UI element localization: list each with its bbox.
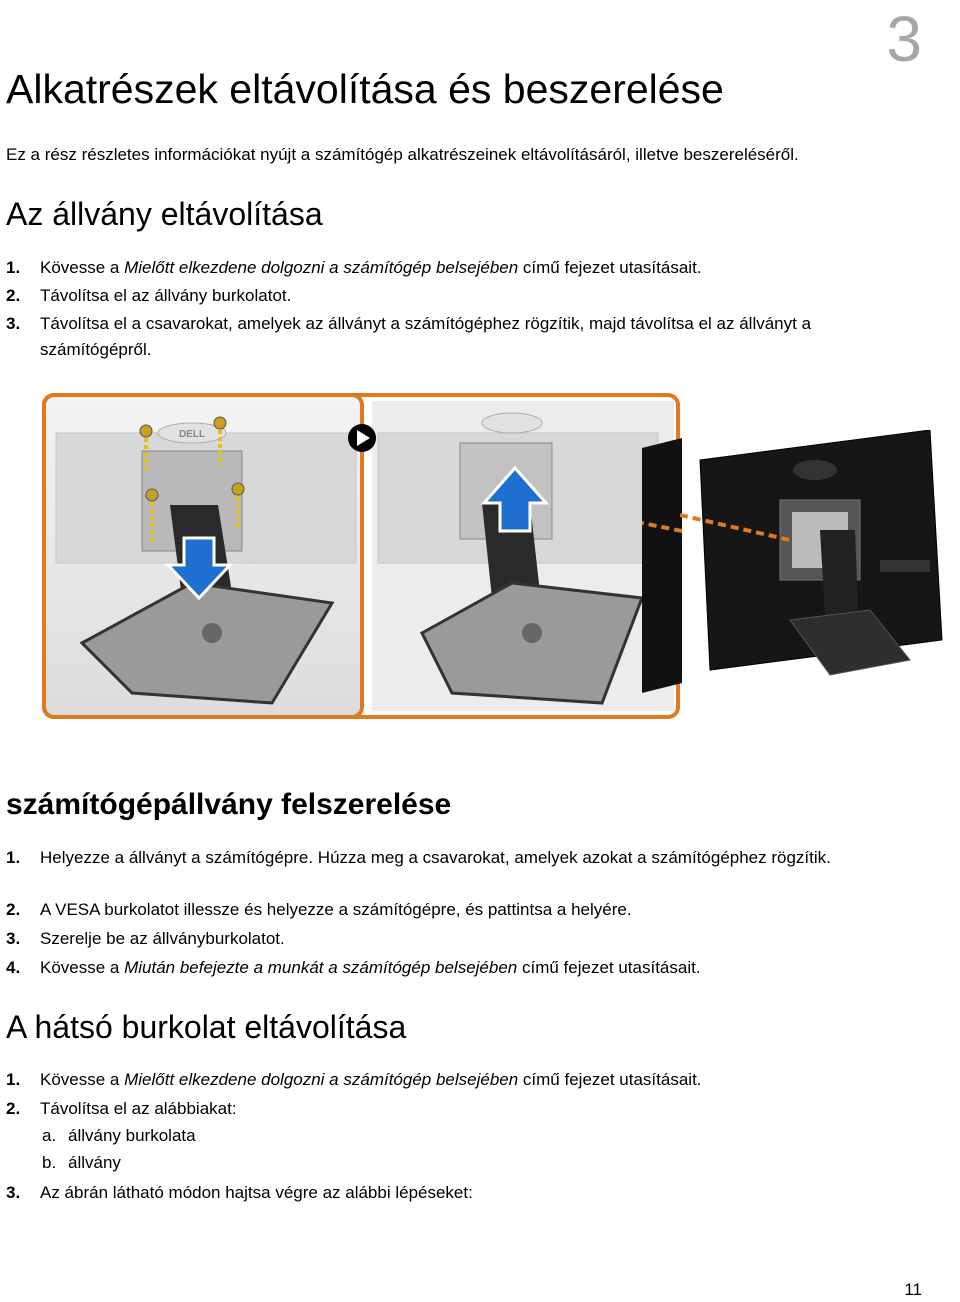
step-item	[6, 255, 906, 281]
substep-item	[42, 1153, 121, 1173]
substep-letter: b.	[42, 1153, 57, 1172]
reference-link[interactable]: Mielőtt elkezdene dolgozni a számítógép belsejében	[124, 1070, 519, 1089]
section-heading-back-cover-removal: A hátsó burkolat eltávolítása	[6, 1009, 407, 1045]
step-number: 1.	[6, 1070, 21, 1089]
stand-removal-figure	[42, 393, 682, 723]
step-number: 2.	[6, 1099, 21, 1118]
step-text: című fejezet utasításait.	[518, 1070, 702, 1089]
step-item	[6, 926, 906, 952]
substep-letter: a.	[42, 1126, 57, 1145]
step-item	[6, 1096, 906, 1122]
step-number: 2.	[6, 900, 21, 919]
section-heading-stand-removal: Az állvány eltávolítása	[6, 196, 323, 232]
step-number: 1.	[6, 258, 21, 277]
section-heading-stand-install: számítógépállvány felszerelése	[6, 788, 452, 821]
step-item	[6, 897, 906, 923]
step-text: Távolítsa el a csavarokat, amelyek az állványt a számítógéphez rögzítik, majd távolítsa el az állványt a számítógépről.	[40, 314, 812, 359]
step-number: 3.	[6, 314, 21, 333]
next-step-icon	[348, 424, 376, 452]
page-number: 11	[904, 1280, 922, 1299]
step-text: Az ábrán látható módon hajtsa végre az alábbi lépéseket:	[40, 1183, 473, 1202]
reference-link[interactable]: Mielőtt elkezdene dolgozni a számítógép belsejében	[124, 258, 519, 277]
step-number: 1.	[6, 848, 21, 867]
step-text: című fejezet utasításait.	[517, 958, 701, 977]
computer-back-illustration	[680, 430, 950, 680]
step-item	[6, 1067, 906, 1093]
chapter-number: 3	[886, 3, 922, 75]
page-title: Alkatrészek eltávolítása és beszerelése	[6, 66, 724, 112]
step-text: Helyezze a állványt a számítógépre. Húzza meg a csavarokat, amelyek azokat a számítógéphez rögzítik.	[40, 848, 831, 867]
step-number: 3.	[6, 1183, 21, 1202]
step-item	[6, 845, 906, 871]
step-text: című fejezet utasításait.	[518, 258, 702, 277]
step-item	[6, 955, 906, 981]
step-number: 4.	[6, 958, 21, 977]
step-text: Távolítsa el az állvány burkolatot.	[40, 286, 292, 305]
substep-text: állvány burkolata	[68, 1126, 196, 1145]
step-text: Kövesse a	[40, 958, 125, 977]
step-item	[6, 1180, 906, 1206]
step-item	[6, 283, 906, 309]
step-number: 2.	[6, 286, 21, 305]
step-text: Kövesse a	[40, 1070, 125, 1089]
step-number: 3.	[6, 929, 21, 948]
step-text: A VESA burkolatot illessze és helyezze a számítógépre, és pattintsa a helyére.	[40, 900, 632, 919]
step-item	[6, 311, 906, 363]
step-text: Távolítsa el az alábbiakat:	[40, 1099, 237, 1118]
substep-text: állvány	[68, 1153, 121, 1172]
step-text: Kövesse a	[40, 258, 125, 277]
reference-link[interactable]: Miután befejezte a munkát a számítógép belsejében	[124, 958, 518, 977]
step-text: Szerelje be az állványburkolatot.	[40, 929, 285, 948]
substep-item	[42, 1126, 196, 1146]
intro-text: Ez a rész részletes információkat nyújt a számítógép alkatrészeinek eltávolításáról, illetve beszereléséről.	[6, 145, 799, 164]
dell-logo: DELL	[178, 429, 206, 440]
